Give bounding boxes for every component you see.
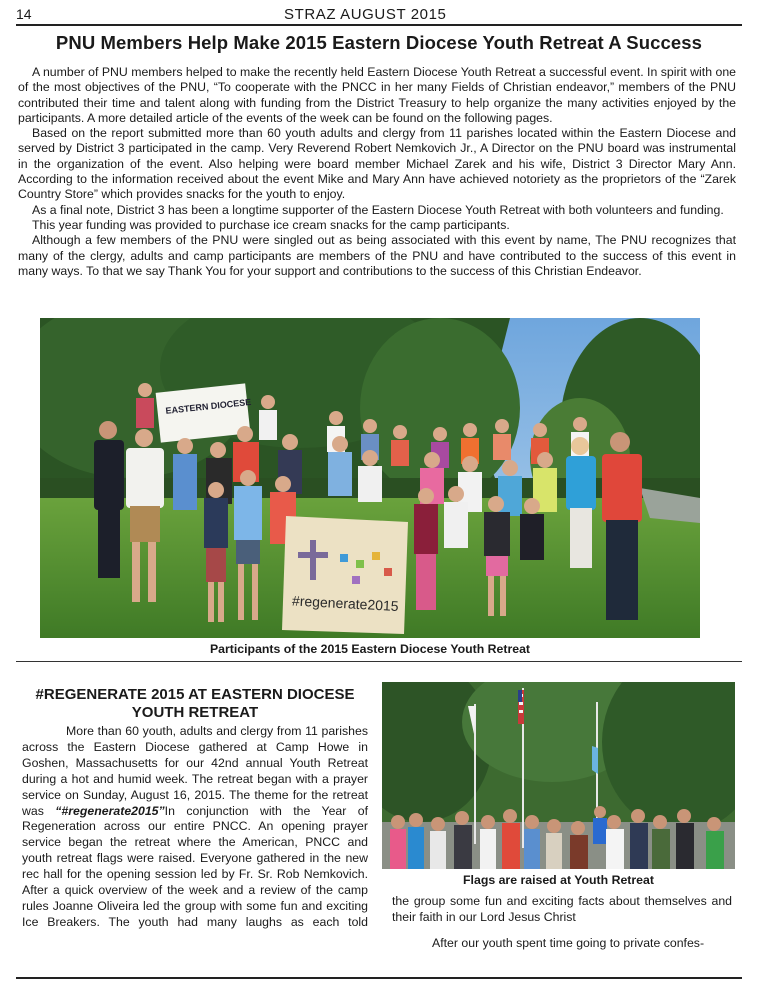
story-body-continued: In conjunction with the Year of Regeneration across our entire PNCC. An opening prayer service began the retreat where the American, PNCC and youth retreat flags were raised. Everyone gathered in the new rec hall for the opening session led by Fr. Sr. Rob Nemkovich. After a quick overview of the week and a review of the camp rules Joanne Oliveira led the group with some fun and exciting Ice Breakers. The youth had many laughs as each told	[22, 803, 368, 929]
header-rule	[16, 24, 742, 26]
story-body-lead: More than 60 youth, adults and clergy from 11 parishes across the Eastern Diocese gathered at Camp Howe in Goshen, Massachusetts for our 42nd annual Youth Retreat during a hot and humid week. The retreat began with a prayer service on Sunday, August 16, 2015. The theme for the retreat was	[22, 724, 368, 818]
article-body	[18, 65, 736, 279]
flag-text: #regenerate2015	[291, 592, 399, 615]
story-title: #REGENERATE 2015 AT EASTERN DIOCESE YOUTH RETREAT	[35, 686, 355, 721]
flags-photo-caption: Flags are raised at Youth Retreat	[463, 873, 654, 887]
section-rule	[16, 661, 742, 662]
page-number: 14	[16, 6, 32, 22]
article-paragraph: As a final note, District 3 has been a longtime supporter of the Eastern Diocese Youth Retreat with both volunteers and funding.	[32, 202, 724, 217]
page-header	[16, 4, 742, 24]
photo-caption: Participants of the 2015 Eastern Diocese Youth Retreat	[209, 642, 531, 656]
story-hashtag: “#regenerate2015”	[55, 803, 165, 818]
story-continuation: the group some fun and exciting facts about themselves and their faith in our Lord Jesus Christ	[392, 894, 732, 924]
story-column-left	[22, 686, 368, 931]
story-next-paragraph: After our youth spent time going to private confes-	[432, 935, 705, 950]
article-paragraph: This year funding was provided to purchase ice cream snacks for the camp participants.	[32, 217, 510, 232]
article-headline: PNU Members Help Make 2015 Eastern Diocese Youth Retreat A Success	[55, 32, 703, 53]
story-body	[22, 724, 368, 931]
running-head: STRAZ AUGUST 2015	[284, 6, 447, 23]
banner-text: EASTERN DIOCESE	[165, 396, 252, 416]
group-photo	[40, 318, 700, 638]
article-paragraph: A number of PNU members helped to make the recently held Eastern Diocese Youth Retreat a successful event. In spirit with one of the most objectives of the PNU, “To cooperate with the PNCC in her many Fields of Christian endeavor,” members of the PNU contributed their time and talent along with funding from the District Treasury to help organize the many activities enjoyed by the participants. A more detailed article of the events of the week can be found on the following pages.	[18, 65, 736, 125]
footer-rule	[16, 977, 742, 979]
article-paragraph: Although a few members of the PNU were singled out as being associated with this event by name, The PNU recognizes that many of the clergy, adults and camp participants are members of the PNU and have contributed to the success of this event in many ways. To that we say Thank You for your support and contributions to the success of this Christian Endeavor.	[18, 233, 736, 278]
article-paragraph: Based on the report submitted more than 60 youth adults and clergy from 11 parishes located within the Eastern Diocese and served by District 3 participated in the camp. Very Reverend Robert Nemkovich Jr., A Director on the PNU board was instrumental in the organization of the event. Also helping were board member Michael Zarek and his wife, District 3 Director Mary Ann. According to the information received about the event Mike and Mary Ann have achieved notoriety as the proprietors of the “Zarek Country Store” which provides snacks for the youth to enjoy.	[18, 126, 736, 202]
flags-photo	[382, 682, 735, 869]
story-column-right	[392, 894, 732, 952]
